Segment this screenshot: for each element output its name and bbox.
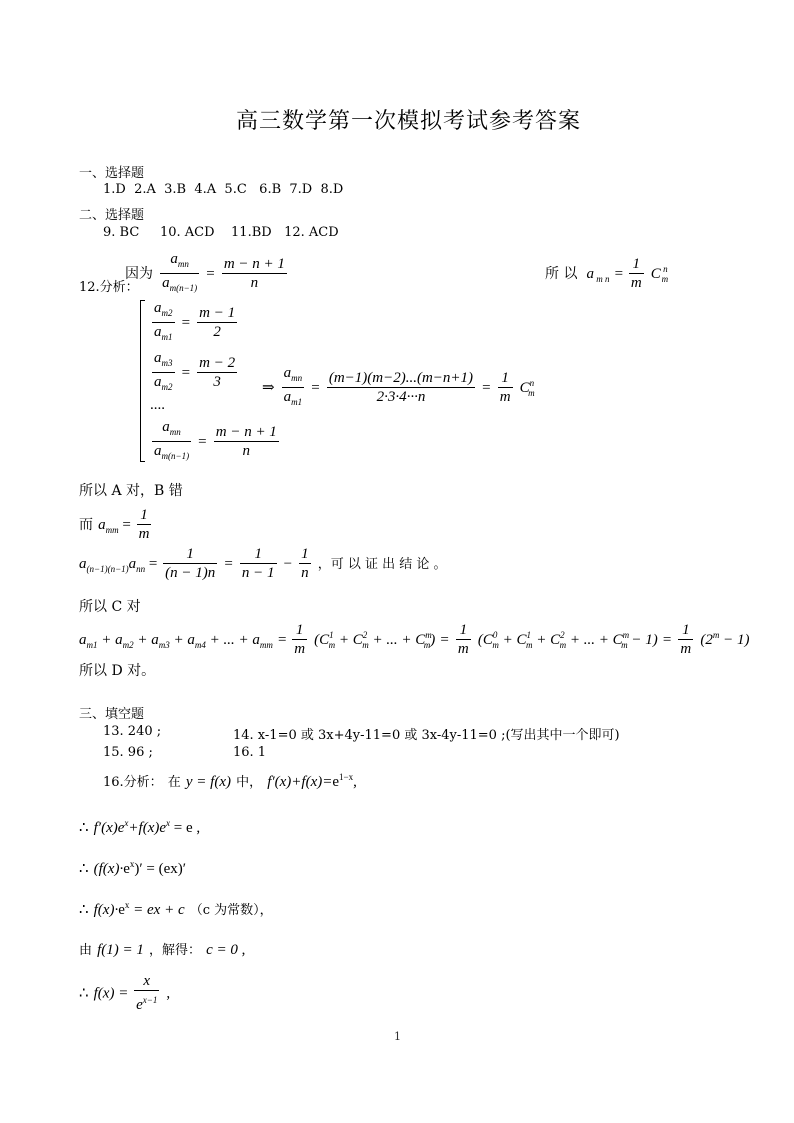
answer-16: 16. 1 [233,745,267,760]
so-text: 所 以 [545,266,578,282]
q16-line6: ∴ f(x) = $\frac{x}{e^{x-1}}$ , [79,973,171,1013]
section-heading-multi: 二、选择题 [79,208,145,223]
q12-conclusion: 所 以 a $_{m n}$ = $\frac{1}{m}$ C $^n_m$ [545,256,669,291]
q16-line2: ∴ $f'(x)e^x+f(x)e^x = e$ , [79,818,201,836]
answer-13: 13. 240 ; [103,724,162,739]
so-a-b-text: 所以 A 对，B 错 [79,483,183,499]
a-mm-line: 而 $a_{mm}$ = $\frac{1}{m}$ [79,507,150,542]
answer-14: 14. x-1=0 或 3x+4y-11=0 或 3x-4y-11=0 ;(写出其中一个即可) [233,728,620,743]
zhong-text: 中， [236,775,263,790]
because-text: 因为 [125,266,153,282]
section-heading-choice: 一、选择题 [79,166,145,181]
answer-15: 15. 96 ; [103,745,153,760]
solve-text: ，解得： [148,943,201,958]
ratio-fraction: $\frac{a_{mn}}{a_{m(n-1)}}$ [162,251,198,293]
q16-line5: 由 f(1) = 1 ，解得： c = 0 , [79,942,246,958]
page-number: 1 [394,1030,401,1043]
therefore-2: ∴ [79,861,89,877]
page-title: 高三数学第一次模拟考试参考答案 [236,109,582,134]
from-text: 由 [79,943,93,958]
conclude-text: ，可 以 证 出 结 论 。 [317,557,447,572]
therefore-4: ∴ [79,985,89,1002]
const-text: （c 为常数）， [189,903,273,918]
q12-label: 12.分析： [79,280,139,295]
system-brace [140,300,145,462]
q16-line1: 16.分析： 在 y = f(x) 中， $f'(x)+f(x)=e^{1-x}$, [103,772,357,790]
system-eq-2: $\frac{a_{m3}}{a_{m2}}$ = $\frac{m - 2}{3}$ [154,350,236,392]
q16-line4: ∴ $f(x)\cdot e^x$ = ex + c （c 为常数）， [79,900,273,918]
system-product: ⇒ $\frac{a_{mn}}{a_{m1}}$ = $\frac{(m-1)(m-2)...(m-n+1)}{2\cdot 3\cdot 4\cdot\cdot\cdot n}$ = $\frac{1}{m}$ $C^n_m$ [262,365,535,407]
q16-line3: ∴ $(f(x)\cdot e^x)' = (ex)'$ [79,859,187,877]
and-text: 而 [79,517,93,533]
answers-choice: 1.D 2.A 3.B 4.A 5.C 6.B 7.D 8.D [103,182,344,197]
system-dots: .... [150,397,165,413]
section-heading-fill: 三、填空题 [79,707,145,722]
system-eq-1: $\frac{a_{m2}}{a_{m1}}$ = $\frac{m - 1}{2}$ [154,300,236,342]
q16-label: 16.分析： [103,775,163,790]
so-c-text: 所以 C 对 [79,599,141,615]
q12-recurrence: 因为 $\frac{a_{mn}}{a_{m(n-1)}}$ = $\frac{m - n + 1}{n}$ [125,250,289,297]
in-text: 在 [167,775,181,790]
system-eq-n: $\frac{a_{mn}}{a_{m(n-1)}}$ = $\frac{m - n + 1}{n}$ [154,419,277,461]
answers-multi: 9. BC 10. ACD 11.BD 12. ACD [103,225,339,240]
therefore-3: ∴ [79,902,89,918]
ratio-value: $\frac{m - n + 1}{n}$ [223,256,285,291]
telescoping-line: $a_{(n-1)(n-1)}a_{nn}$ = $\frac{1}{(n - 1)n}$ = $\frac{1}{n - 1}$ − $\frac{1}{n}$ ，可 以 证 出 结 论 。 [79,546,447,581]
sum-line: $a_{m1} + a_{m2} + a_{m3} + a_{m4}$ + ... + $a_{mm}$ = $\frac{1}{m}$ ($C^1_m + C^2_m$ + ... + $C^m_m$) = $\frac{1}{m}$ ($C^0_m + C^1_m + C^2_m$ + ... + $C^m_m - 1$) = $\frac{1}{m}$ $(2^m - 1)$ [79,622,750,657]
so-d-text: 所以 D 对。 [79,663,156,679]
therefore-1: ∴ [79,820,89,836]
